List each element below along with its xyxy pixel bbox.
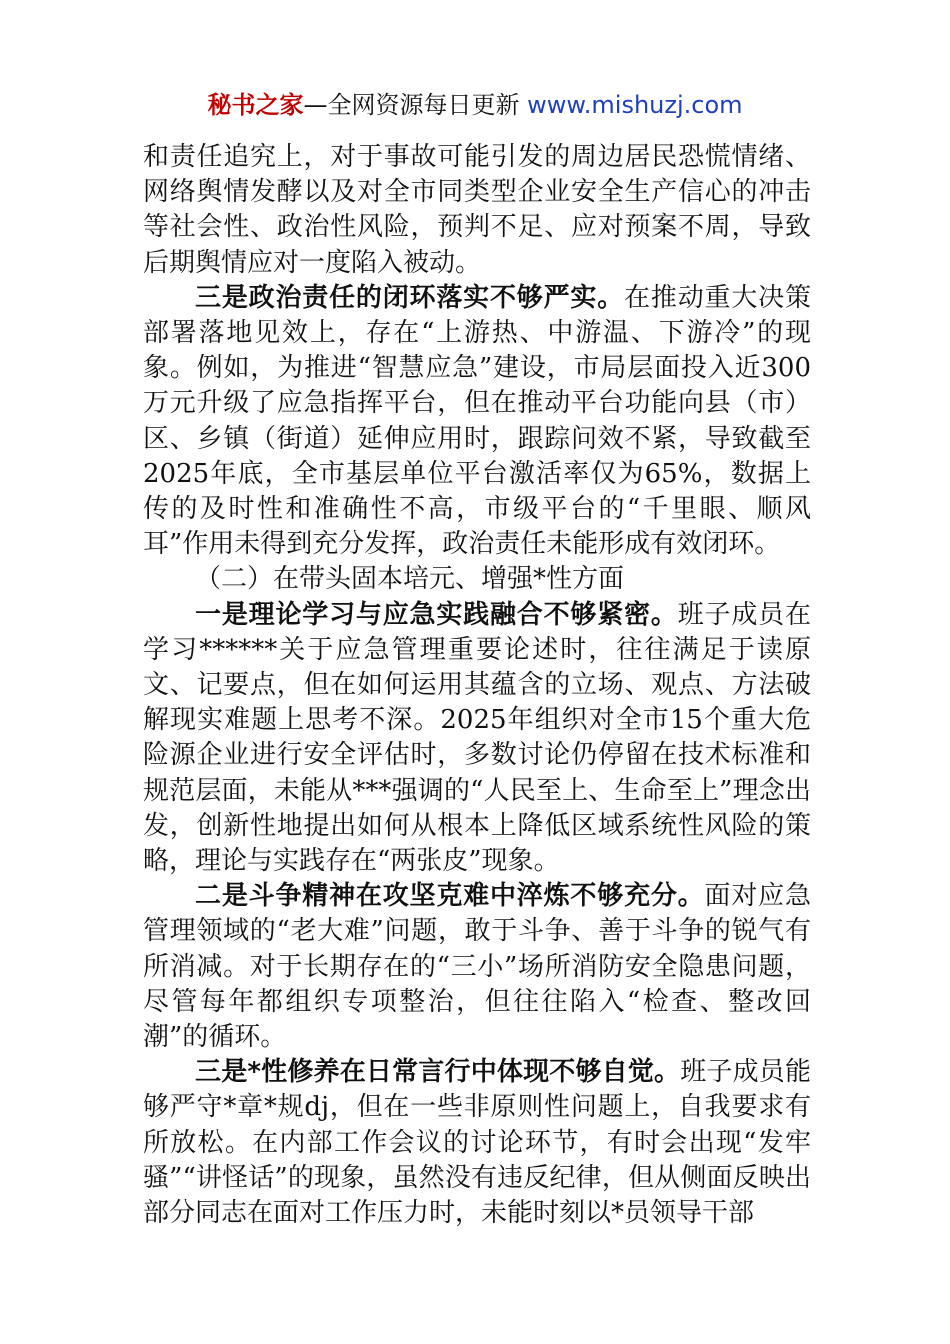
paragraph-theory-study <box>143 598 811 880</box>
paragraph-continuation <box>143 140 811 281</box>
paragraph-text: 面对应急管理领域的“老大难”问题，敢于斗争、善于斗争的锐气有所消减。对于长期存在的“三小”场所消防安全隐患问题，尽管每年都组织专项整治，但往往陷入“检查、整改回潮”的循环。 <box>143 881 811 1053</box>
paragraph-lead: 二是斗争精神在攻坚克难中淬炼不够充分。 <box>195 881 705 912</box>
paragraph-lead: 三是*性修养在日常言行中体现不够自觉。 <box>195 1057 681 1088</box>
paragraph-party-cultivation <box>143 1055 811 1231</box>
site-url-link[interactable]: www.mishuzj.com <box>527 91 743 119</box>
header-tagline: —全网资源每日更新 <box>303 91 520 119</box>
paragraph-struggle-spirit <box>143 879 811 1055</box>
section-heading <box>143 562 811 597</box>
site-header <box>0 88 950 122</box>
paragraph-text: 班子成员在学习******关于应急管理重要论述时，往往满足于读原文、记要点，但在如何运用其蕴含的立场、观点、方法破解现实难题上思考不深。2025年组织对全市15个重大危险源企业进行安全评估时，多数讨论仍停留在技术标准和规范层面，未能从***强调的“人民至上、生命至上”理念出发，创新性地提出如何从根本上降低区域系统性风险的策略，理论与实践存在“两张皮”现象。 <box>143 599 811 877</box>
document-body <box>143 140 811 1231</box>
paragraph-lead: 三是政治责任的闭环落实不够严实。 <box>195 282 625 313</box>
paragraph-lead: 一是理论学习与应急实践融合不够紧密。 <box>195 599 678 630</box>
paragraph-political-responsibility <box>143 281 811 563</box>
paragraph-text: 和责任追究上，对于事故可能引发的周边居民恐慌情绪、网络舆情发酵以及对全市同类型企业安全生产信心的冲击等社会性、政治性风险，预判不足、应对预案不周，导致后期舆情应对一度陷入被动。 <box>143 142 811 278</box>
section-heading-text: （二）在带头固本培元、增强*性方面 <box>195 564 625 595</box>
paragraph-text: 在推动重大决策部署落地见效上，存在“上游热、中游温、下游冷”的现象。例如，为推进“智慧应急”建设，市局层面投入近300万元升级了应急指挥平台，但在推动平台功能向县（市）区、乡镇（街道）延伸应用时，跟踪问效不紧，导致截至2025年底，全市基层单位平台激活率仅为65%，数据上传的及时性和准确性不高，市级平台的“千里眼、顺风耳”作用未得到充分发挥，政治责任未能形成有效闭环。 <box>143 282 811 560</box>
brand-name: 秘书之家 <box>207 91 304 119</box>
paragraph-text: 班子成员能够严守*章*规dj，但在一些非原则性问题上，自我要求有所放松。在内部工作会议的讨论环节，有时会出现“发牢骚”“讲怪话”的现象，虽然没有违反纪律，但从侧面反映出部分同志在面对工作压力时，未能时刻以*员领导干部 <box>143 1057 811 1229</box>
